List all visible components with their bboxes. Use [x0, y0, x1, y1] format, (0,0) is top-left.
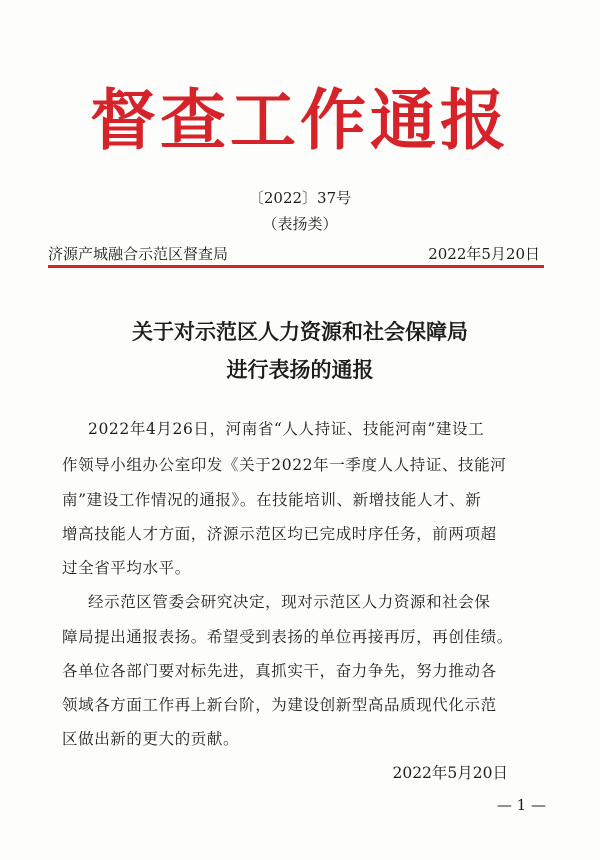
body-line: 增高技能人才方面，济源示范区均已完成时序任务，前两项超 [62, 525, 497, 543]
issue-date: 2022年5月20日 [428, 245, 540, 263]
page-number: — 1 — [496, 796, 546, 814]
body-line: 经示范区管委会研究决定，现对示范区人力资源和社会保 [88, 593, 491, 611]
document-number: 〔2022〕37号 [248, 189, 352, 207]
body-line: 各单位各部门要对标先进，真抓实干，奋力争先，努力推动各 [62, 662, 497, 680]
body-line: 障局提出通报表扬。希望受到表扬的单位再接再厉，再创佳绩。 [62, 628, 513, 646]
closing-date: 2022年5月20日 [392, 764, 508, 782]
body-line: 作领导小组办公室印发《关于2022年一季度人人持证、技能河 [62, 456, 507, 474]
body-line: 2022年4月26日，河南省“人人持证、技能河南”建设工 [88, 420, 485, 438]
issuer-line [48, 243, 544, 265]
notice-title-line-2: 进行表扬的通报 [226, 358, 374, 382]
red-divider-line [48, 265, 544, 268]
issuer-name: 济源产城融合示范区督查局 [48, 245, 229, 263]
notice-title-line-1: 关于对示范区人力资源和社会保障局 [132, 320, 468, 344]
body-line: 区做出新的更大的贡献。 [62, 730, 240, 748]
masthead-title: 督查工作通报 [90, 81, 510, 159]
body-line: 领域各方面工作再上新台阶，为建设创新型高品质现代化示范 [62, 696, 497, 714]
body-line: 过全省平均水平。 [62, 559, 191, 577]
document-category: （表扬类） [262, 215, 338, 233]
body-line: 南”建设工作情况的通报》。在技能培训、新增技能人才、新 [62, 491, 482, 509]
